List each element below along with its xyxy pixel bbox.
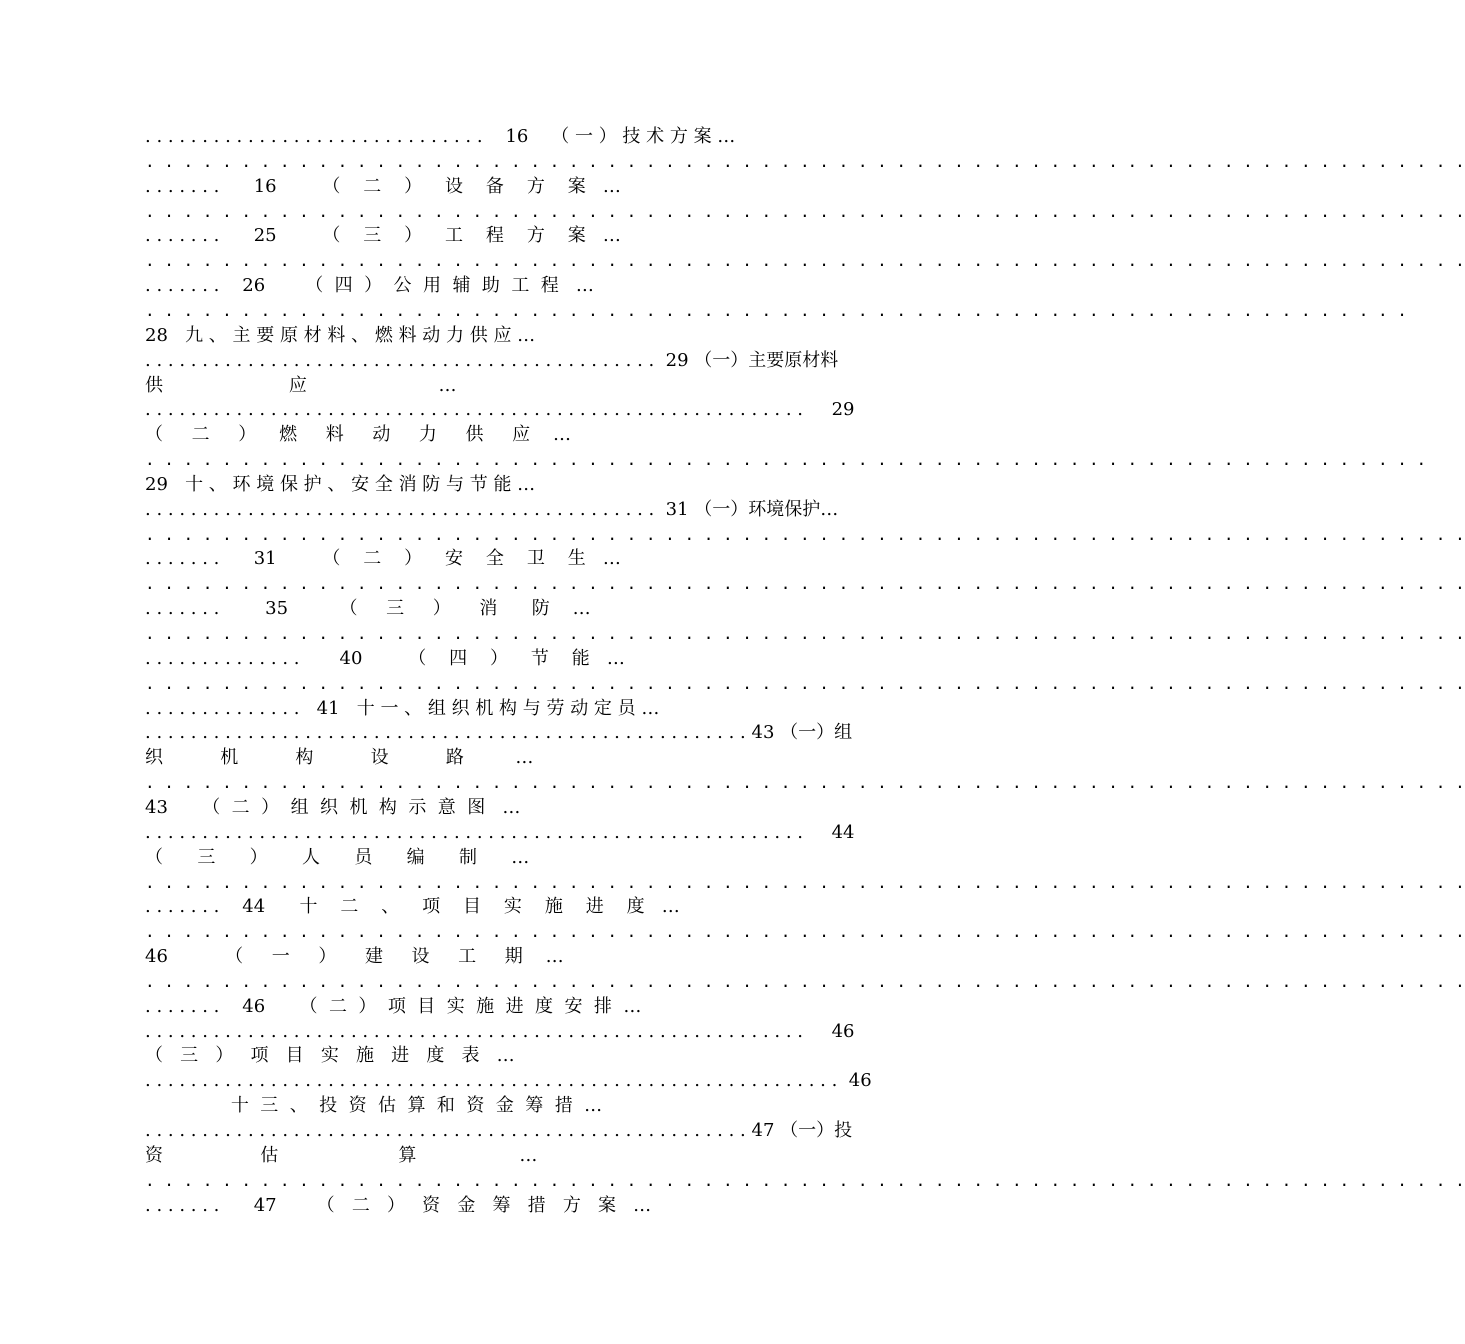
toc-line: （ 三 ） 项 目 实 施 进 度 表 … [145, 1045, 515, 1066]
toc-line: 46 （ 一 ） 建 设 工 期 … [145, 946, 564, 967]
toc-line: 28 九 、 主 要 原 材 料 、 燃 料 动 力 供 应 … [145, 325, 536, 346]
toc-line: （ 三 ） 人 员 编 制 … [145, 847, 530, 868]
toc-line: 43 （ 二 ） 组 织 机 构 示 意 图 … [145, 797, 521, 818]
toc-line: . . . . . . . 16 （ 二 ） 设 备 方 案 … [145, 176, 621, 197]
toc-line: 29 十 、 环 境 保 护 、 安 全 消 防 与 节 能 … [145, 474, 536, 495]
toc-line: 供 应 … [145, 375, 457, 396]
toc-line: . . . . . . . 26 （ 四 ） 公 用 辅 助 工 程 … [145, 275, 594, 296]
toc-line: . . . . . . . . . . . . . . . . . . . . . . . . . . . . . . . . . . . . . . . . . . . . . . . . . . . . . . . . . . 46 [145, 1021, 855, 1042]
toc-line: . . . . . . . . . . . . . . . . . . . . . . . . . . . . . . . . . . . . . . . . . . . . . . . . . . . . . 43 （一）组 [145, 722, 853, 743]
toc-line: . . . . . . . . . . . . . . . . . . . . . . . . . . . . . . . . . . . . . . . . . . . . . . . . . . . . . . . . . . 44 [145, 822, 855, 843]
toc-line: 资 估 算 … [145, 1145, 538, 1166]
toc-line: . . . . . . . 44 十 二 、 项 目 实 施 进 度 … [145, 896, 680, 917]
toc-line: . . . . . . . . . . . . . . . . . . . . . . . . . . . . . . . . . . . . . . . . . . . . . 31 （一）环境保护… [145, 499, 839, 520]
toc-leader-line: . . . . . . . . . . . . . . . . . . . . . . . . . . . . . . . . . . . . . . . . . . . . . . . . . . . . . . . . . . . . . . . . . . . . . [145, 773, 1465, 792]
toc-line: . . . . . . . . . . . . . . . . . . . . . . . . . . . . . . 16 （ 一 ） 技 术 方 案 … [145, 126, 736, 147]
toc-leader-line: . . . . . . . . . . . . . . . . . . . . . . . . . . . . . . . . . . . . . . . . . . . . . . . . . . . . . . . . . . . . . . . . . . . [145, 450, 1427, 469]
toc-line: . . . . . . . . . . . . . . . . . . . . . . . . . . . . . . . . . . . . . . . . . . . . . . . . . . . . . . . . . . 29 [145, 399, 855, 420]
toc-line: . . . . . . . . . . . . . . . . . . . . . . . . . . . . . . . . . . . . . . . . . . . . . . . . . . . . . . . . . . . . . 46 [145, 1070, 872, 1091]
toc-leader-line: . . . . . . . . . . . . . . . . . . . . . . . . . . . . . . . . . . . . . . . . . . . . . . . . . . . . . . . . . . . . . . . . . . . . . [145, 922, 1465, 941]
toc-leader-line: . . . . . . . . . . . . . . . . . . . . . . . . . . . . . . . . . . . . . . . . . . . . . . . . . . . . . . . . . . . . . . . . . . . . . [145, 873, 1465, 892]
toc-line: 十 三 、 投 资 估 算 和 资 金 筹 措 … [145, 1095, 603, 1116]
toc-leader-line: . . . . . . . . . . . . . . . . . . . . . . . . . . . . . . . . . . . . . . . . . . . . . . . . . . . . . . . . . . . . . . . . . . [145, 301, 1407, 320]
toc-leader-line: . . . . . . . . . . . . . . . . . . . . . . . . . . . . . . . . . . . . . . . . . . . . . . . . . . . . . . . . . . . . . . . . . . . . . [145, 251, 1465, 270]
toc-line: . . . . . . . 47 （ 二 ） 资 金 筹 措 方 案 … [145, 1195, 652, 1216]
toc-line: . . . . . . . 46 （ 二 ） 项 目 实 施 进 度 安 排 … [145, 996, 642, 1017]
toc-line: . . . . . . . 35 （ 三 ） 消 防 … [145, 598, 591, 619]
toc-line: . . . . . . . 31 （ 二 ） 安 全 卫 生 … [145, 548, 621, 569]
toc-leader-line: . . . . . . . . . . . . . . . . . . . . . . . . . . . . . . . . . . . . . . . . . . . . . . . . . . . . . . . . . . . . . . . . . . . . . [145, 624, 1465, 643]
toc-line: （ 二 ） 燃 料 动 力 供 应 … [145, 424, 572, 445]
toc-leader-line: . . . . . . . . . . . . . . . . . . . . . . . . . . . . . . . . . . . . . . . . . . . . . . . . . . . . . . . . . . . . . . . . . . . . . [145, 202, 1465, 221]
toc-leader-line: . . . . . . . . . . . . . . . . . . . . . . . . . . . . . . . . . . . . . . . . . . . . . . . . . . . . . . . . . . . . . . . . . . . . . [145, 152, 1465, 171]
toc-line: . . . . . . . . . . . . . . . . . . . . . . . . . . . . . . . . . . . . . . . . . . . . . . . . . . . . . 47 （一）投 [145, 1120, 853, 1141]
toc-leader-line: . . . . . . . . . . . . . . . . . . . . . . . . . . . . . . . . . . . . . . . . . . . . . . . . . . . . . . . . . . . . . . . . . . . . . [145, 674, 1465, 693]
toc-line: 织 机 构 设 路 … [145, 747, 534, 768]
toc-line: . . . . . . . . . . . . . . . . . . . . . . . . . . . . . . . . . . . . . . . . . . . . . 29 （一）主要原材料 [145, 350, 839, 371]
toc-leader-line: . . . . . . . . . . . . . . . . . . . . . . . . . . . . . . . . . . . . . . . . . . . . . . . . . . . . . . . . . . . . . . . . . . . . . [145, 1171, 1465, 1190]
toc-line: . . . . . . . 25 （ 三 ） 工 程 方 案 … [145, 225, 621, 246]
toc-leader-line: . . . . . . . . . . . . . . . . . . . . . . . . . . . . . . . . . . . . . . . . . . . . . . . . . . . . . . . . . . . . . . . . . . . . . [145, 525, 1465, 544]
toc-line: . . . . . . . . . . . . . . 41 十 一 、 组 织 机 构 与 劳 动 定 员 … [145, 698, 660, 719]
toc-line: . . . . . . . . . . . . . . 40 （ 四 ） 节 能 … [145, 648, 625, 669]
toc-leader-line: . . . . . . . . . . . . . . . . . . . . . . . . . . . . . . . . . . . . . . . . . . . . . . . . . . . . . . . . . . . . . . . . . . . . . [145, 574, 1465, 593]
toc-leader-line: . . . . . . . . . . . . . . . . . . . . . . . . . . . . . . . . . . . . . . . . . . . . . . . . . . . . . . . . . . . . . . . . . . . . . [145, 972, 1465, 991]
